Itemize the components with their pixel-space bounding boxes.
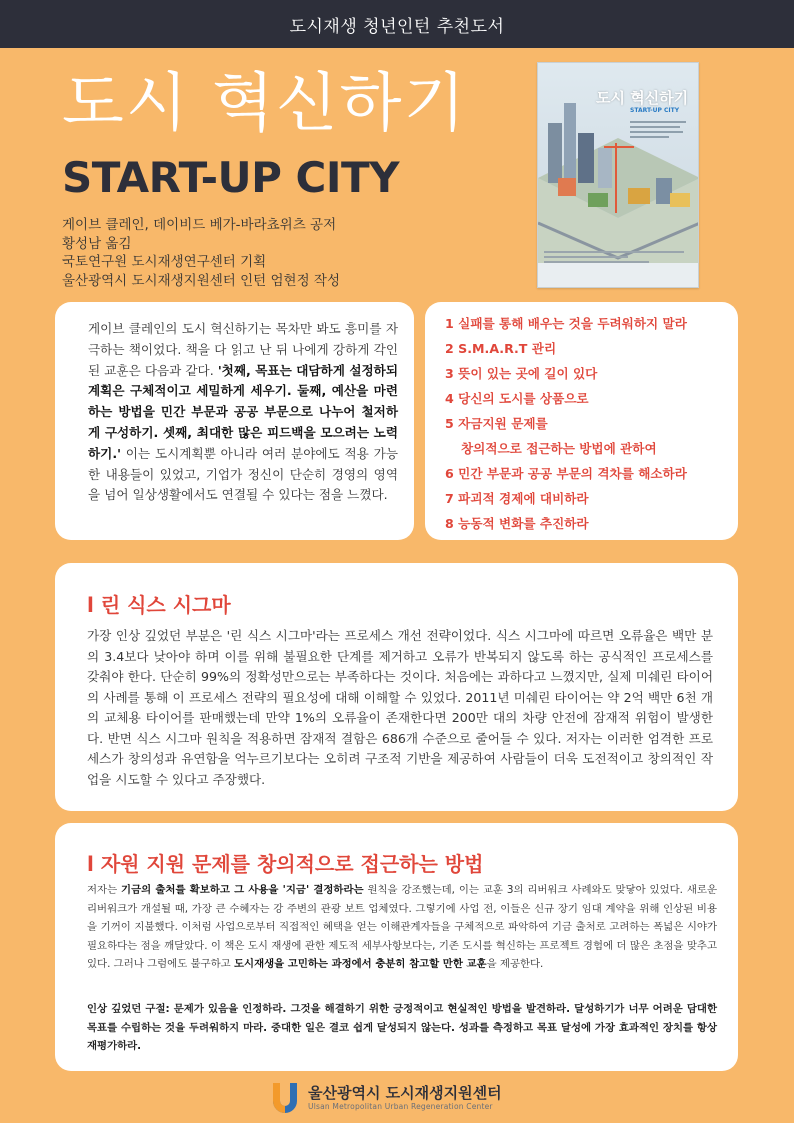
credit-translator: 황성남 옮김: [62, 235, 132, 252]
section-funding: [55, 823, 738, 1071]
toc-item: 창의적으로 접근하는 방법에 관하여: [461, 441, 657, 456]
cover-subtitle: START-UP CITY: [630, 107, 680, 114]
book-title-korean: 도시 혁신하기: [62, 67, 468, 141]
book-cover-image: [537, 62, 699, 288]
memorable-quote: 인상 깊었던 구절: 문제가 있음을 인정하라. 그것을 해결하기 위한 긍정적이고 현실적인 방법을 발견하라. 달성하기가 너무 어려운 담대한 목표를 수립하는 것을 두려워하지 마라. 중대한 일은 결코 쉽게 달성되지 않는다. 성과를 측정하고 목표 달성에 가장 효과적인 장치를 항상 재평가하라.: [87, 1003, 717, 1053]
credit-planning: 국토연구원 도시재생연구센터 기획: [62, 254, 267, 270]
toc-item: 2 S.M.A.R.T 관리: [445, 341, 557, 356]
body-run: 을 제공한다.: [486, 958, 544, 971]
summary-text: [88, 319, 398, 506]
summary-part2: 이는 도시계획뿐 아니라 여러 분야에도 적용 가능한 내용들이 있었고, 기업가 정신이 단순히 경영의 영역을 넘어 일상생활에서도 연결될 수 있다는 점을 느꼈다.: [88, 445, 398, 503]
cover-blurb-lines: [630, 121, 686, 141]
toc-item: 5 자금지원 문제를: [445, 416, 548, 431]
toc-item: 6 민간 부문과 공공 부문의 격차를 해소하라: [445, 466, 687, 481]
toc-list: [445, 311, 687, 536]
toc-item: 4 당신의 도시를 상품으로: [445, 391, 589, 406]
credits-block: [62, 216, 340, 290]
org-name-english: Ulsan Metropolitan Urban Regeneration Center: [308, 1102, 493, 1111]
summary-part1: 게이브 클레인의 도시 혁신하기는 목차만 봐도 흥미를 자극하는 책이었다. 책을 다 읽고 난 뒤 나에게 강하게 각인된 교훈은 다음과 같다.: [88, 321, 398, 378]
section-body: 가장 인상 깊었던 부분은 '린 식스 시그마'라는 프로세스 개선 전략이었다. 식스 시그마에 따르면 오류율은 백만 분의 3.4보다 낮아야 하며 이를 위해 불필요한 단계를 제거하고 오류가 반복되지 않도록 하는 공식적인 프로세스를 갖춰야 한다. 단순히 99%의 정확성만으로는 부족하다는 것이다. 처음에는 과하다고 느꼈지만, 실제 미쉐린 타이어의 사례를 통해 이 프로세스 전략의 필요성에 대해 이해할 수 있었다. 2011년 미쉐린 타이어는 약 2억 백만 6천 개의 교체용 타이어를 판매했는데 만약 1%의 오류율이 존재한다면 200만 대의 차량 안전에 잠재적 위험이 발생한다. 반면 식스 시그마 원칙을 적용하면 잠재적 결함은 686개 수준으로 줄어들 수 있다. 저자는 이러한 엄격한 프로세스가 창의성과 유연함을 억누르기보다는 오히려 구조적 기반을 제공하여 사람들이 더욱 도전적이고 창의적인 작업을 시도할 수 있다고 주장했다.: [87, 628, 713, 787]
section-body: [87, 881, 717, 974]
body-run-bold: 도시재생을 고민하는 과정에서 충분히 참고할 만한 교훈: [234, 958, 487, 971]
cover-title: 도시 혁신하기: [596, 89, 689, 107]
top-banner: [0, 0, 794, 48]
credit-writer: 울산광역시 도시재생지원센터 인턴 엄현정 작성: [62, 272, 340, 289]
center-logo-icon: [270, 1081, 300, 1115]
toc-item: 8 능동적 변화를 추진하라: [445, 516, 589, 531]
toc-item: 7 파괴적 경제에 대비하라: [445, 491, 589, 506]
credit-authors: 게이브 클레인, 데이비드 베가-바라쵸위츠 공저: [62, 217, 337, 233]
summary-bold: '첫째, 목표는 대담하게 설정하되 계획은 구체적이고 세밀하게 세우기. 둘째, 예산을 마련하는 방법을 민간 부문과 공공 부문으로 나누어 철저하게 구성하기. 셋째, 최대한 많은 피드백을 모으려는 노력하기.': [88, 362, 398, 461]
body-run-bold: 기금의 출처를 확보하고 그 사용을 '지금' 결정하라는: [121, 884, 364, 896]
section-heading: l 린 식스 시그마: [87, 593, 231, 617]
org-name: 울산광역시 도시재생지원센터: [308, 1084, 502, 1102]
toc-item: 1 실패를 통해 배우는 것을 두려워하지 말라: [445, 316, 687, 331]
cover-footer-lines: [544, 251, 684, 266]
body-run: 저자는: [87, 884, 122, 896]
section-heading: l 자원 지원 문제를 창의적으로 접근하는 방법: [87, 852, 484, 876]
footer-logo: [270, 1080, 530, 1116]
toc-card: [425, 302, 738, 540]
body-run: 원칙을 강조했는데, 이는 교훈 3의 리버워크 사례와도 맞닿아 있었다. 새로운 리버워크가 개설될 때, 가장 큰 수혜자는 강 주변의 관광 보트 업체였다. 그렇기에 사업 전, 이들은 신규 장기 임대 계약을 위해 인상된 비용을 기꺼이 지불했다. 이처럼 사업으로부터 직접적인 혜택을 얻는 이해관계자들을 구체적으로 파악하여 기금 출처로 고려하는 폭넓은 시야가 필요하다는 점을 깨달았다. 이 책은 도시 재생에 관한 제도적 세부사항보다는, 기존 도시를 혁신하는 프로젝트 경험에 더 많은 초점을 맞추고 있다. 그러나 그럼에도 불구하고: [87, 884, 717, 971]
book-title-english: START-UP CITY: [62, 153, 400, 202]
section-lean-six-sigma: [55, 563, 738, 811]
toc-item: 3 뜻이 있는 곳에 길이 있다: [445, 366, 598, 381]
banner-text: 도시재생 청년인턴 추천도서: [289, 16, 505, 37]
summary-card: [55, 302, 414, 540]
